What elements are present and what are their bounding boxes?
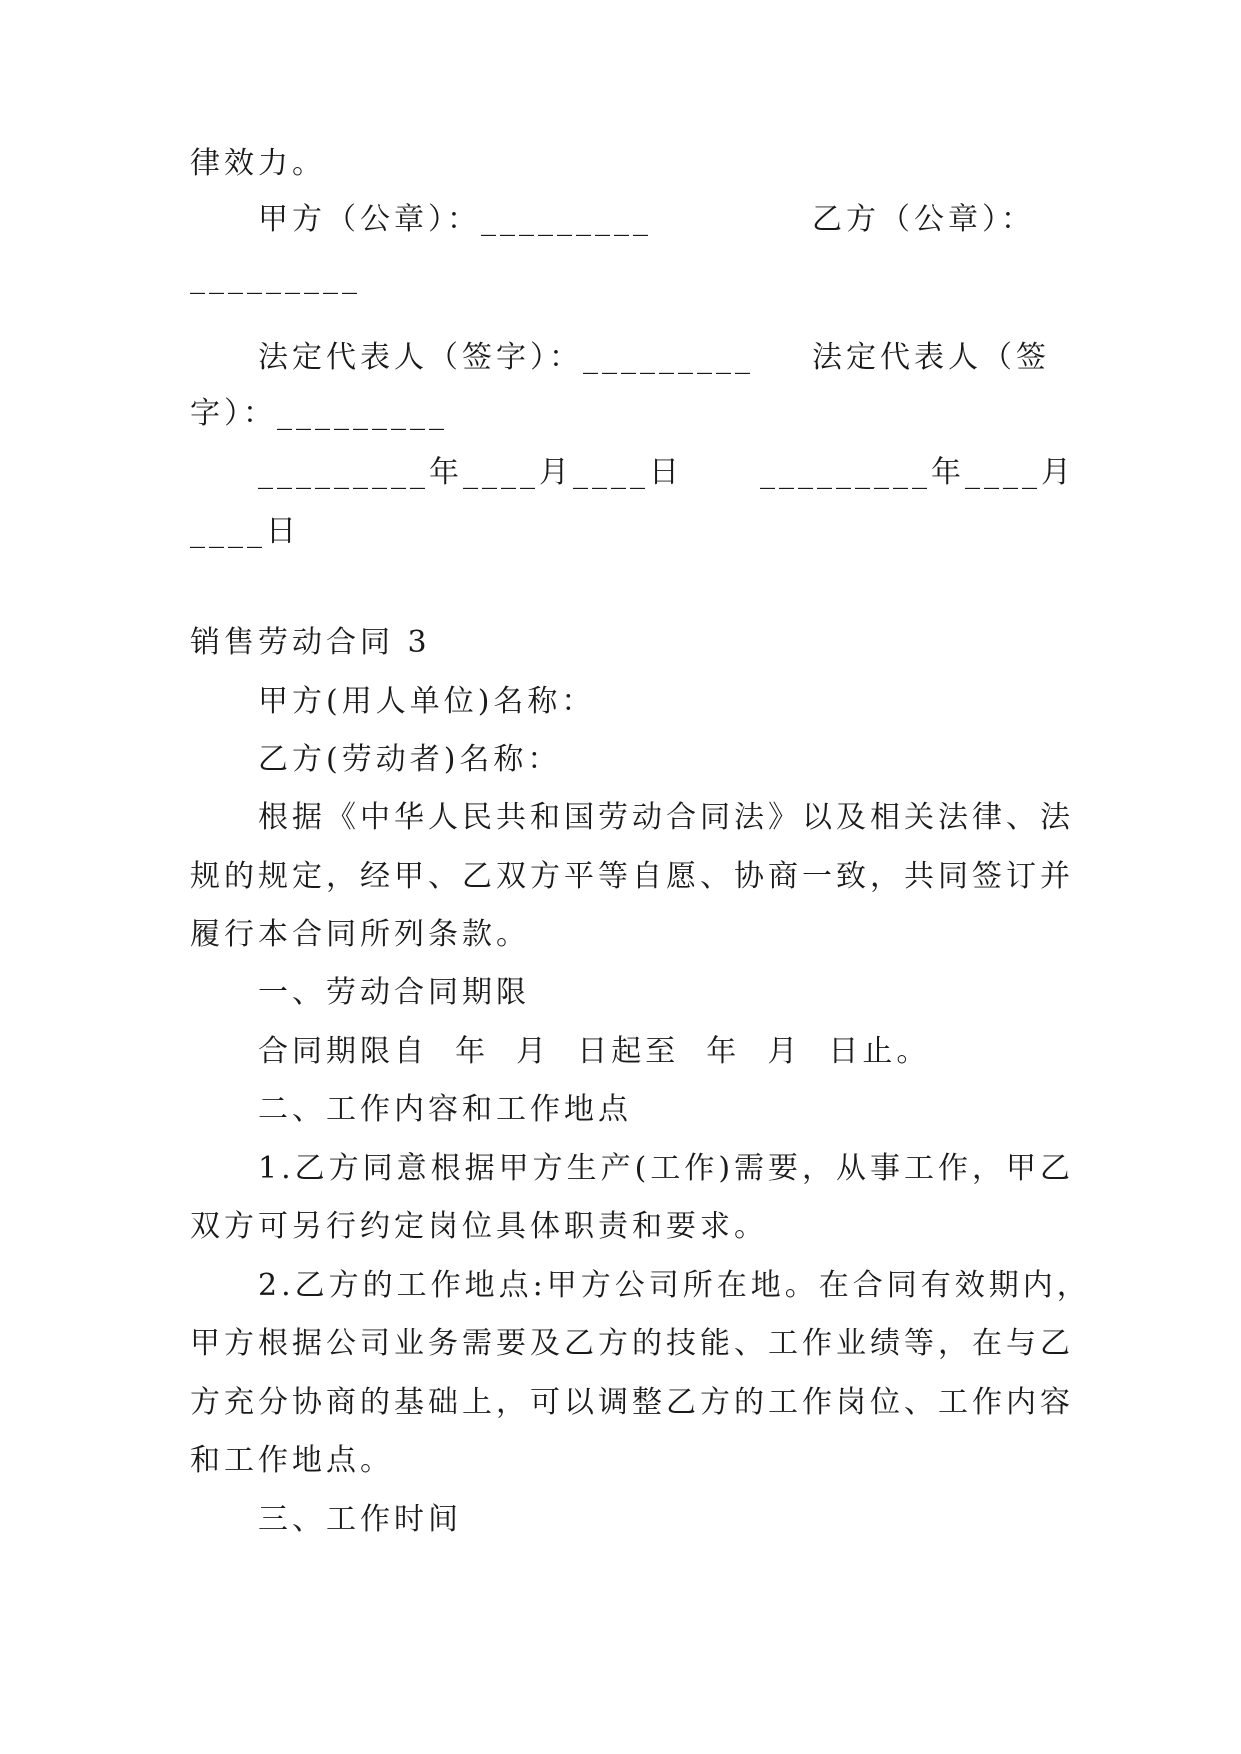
- section-2-paragraph: 方充分协商的基础上，可以调整乙方的工作岗位、工作内容: [190, 1385, 1074, 1420]
- party-b-date-line: _________年____月: [760, 455, 1075, 490]
- employer-name-line: 甲方(用人单位)名称：: [258, 684, 596, 719]
- section-1-text: 合同期限自 年 月 日起至 年 月 日止。: [258, 1034, 931, 1069]
- party-b-seal-blank: _________: [190, 260, 361, 295]
- preamble-line: 规的规定，经甲、乙双方平等自愿、协商一致，共同签订并: [190, 859, 1074, 894]
- party-b-representative-cont: 字）：_________: [190, 396, 448, 431]
- party-b-seal-line: 乙方（公章）：: [812, 202, 1035, 237]
- contract-title: 销售劳动合同 3: [190, 625, 431, 660]
- preamble-line: 根据《中华人民共和国劳动合同法》以及相关法律、法: [258, 800, 1074, 835]
- section-1-title: 一、劳动合同期限: [258, 975, 530, 1010]
- party-a-representative-line: 法定代表人（签字）：_________: [258, 340, 754, 375]
- party-a-date-line: _________年____月____日: [258, 455, 683, 490]
- section-2-paragraph: 和工作地点。: [190, 1443, 394, 1478]
- party-b-date-cont: ____日: [190, 514, 300, 549]
- party-a-seal-line: 甲方（公章）：_________: [258, 202, 652, 237]
- section-2-paragraph: 甲方根据公司业务需要及乙方的技能、工作业绩等，在与乙: [190, 1326, 1074, 1361]
- section-2-paragraph: 2.乙方的工作地点:甲方公司所在地。在合同有效期内，: [258, 1268, 1091, 1303]
- section-3-title: 三、工作时间: [258, 1502, 462, 1537]
- section-2-paragraph: 双方可另行约定岗位具体职责和要求。: [190, 1209, 768, 1244]
- section-2-title: 二、工作内容和工作地点: [258, 1092, 632, 1127]
- employee-name-line: 乙方(劳动者)名称：: [258, 742, 562, 777]
- text-line: 律效力。: [190, 146, 326, 181]
- party-b-representative-line: 法定代表人（签: [812, 340, 1050, 375]
- section-2-paragraph: 1.乙方同意根据甲方生产(工作)需要，从事工作，甲乙: [258, 1151, 1075, 1186]
- preamble-line: 履行本合同所列条款。: [190, 917, 530, 952]
